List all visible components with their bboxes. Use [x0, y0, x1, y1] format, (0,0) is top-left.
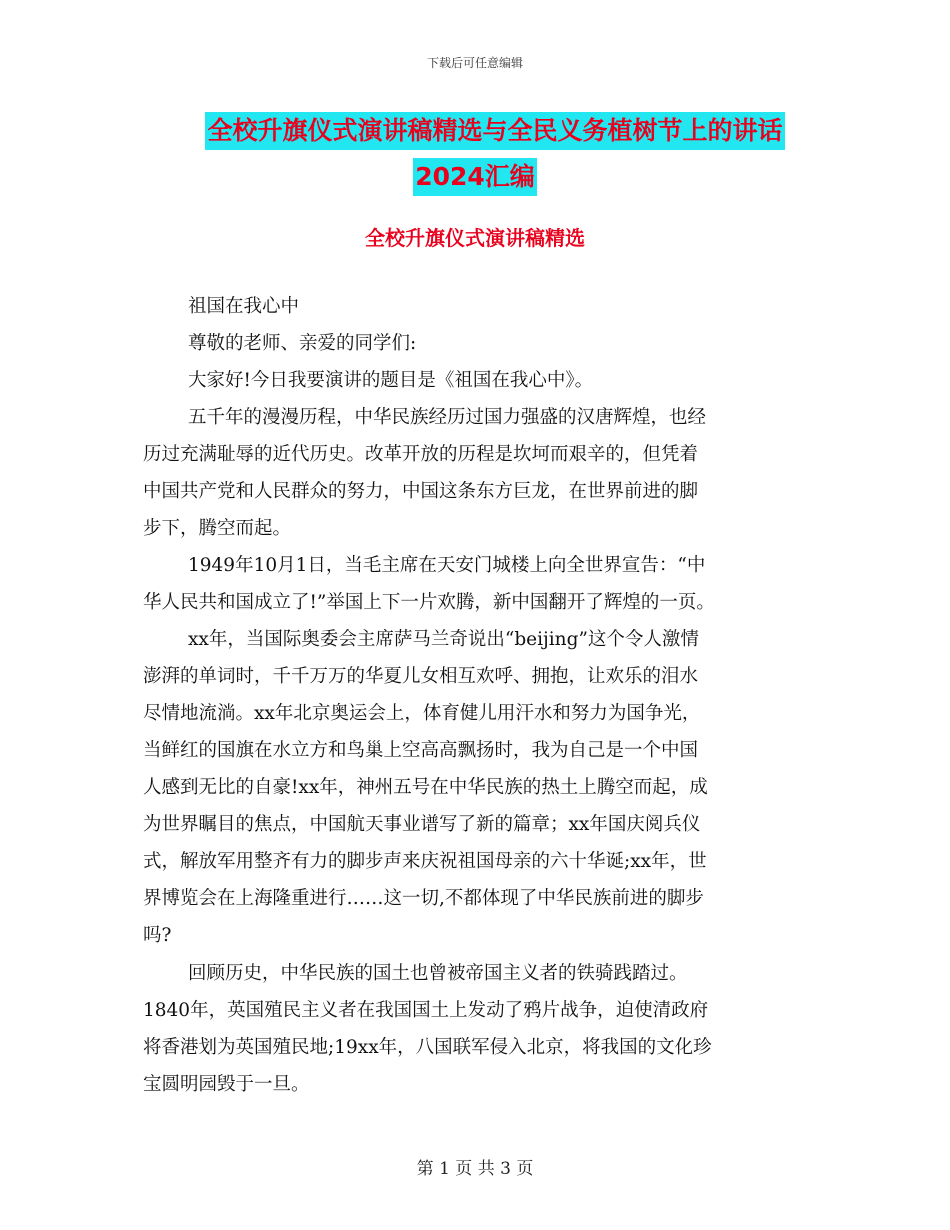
- text-line: 1949年10月1日，当毛主席在天安门城楼上向全世界宣告：“中: [188, 555, 706, 576]
- title-line-2: 2024汇编: [413, 158, 537, 196]
- text-line: 式，解放军用整齐有力的脚步声来庆祝祖国母亲的六十华诞;xx年，世: [143, 851, 707, 872]
- text-line: 华人民共和国成立了!”举国上下一片欢腾，新中国翻开了辉煌的一页。: [143, 592, 715, 613]
- text-line: 回顾历史，中华民族的国土也曾被帝国主义者的铁骑践踏过。: [188, 963, 688, 984]
- text-line: 尊敬的老师、亲爱的同学们:: [188, 333, 417, 354]
- text-line: 澎湃的单词时，千千万万的华夏儿女相互欢呼、拥抱，让欢乐的泪水: [143, 666, 699, 687]
- text-line: 大家好!今日我要演讲的题目是《祖国在我心中》。: [188, 370, 594, 391]
- page-footer: 第 1 页 共 3 页: [416, 1159, 534, 1179]
- text-line: 步下，腾空而起。: [143, 518, 292, 539]
- page-header: 下载后可任意编辑: [426, 56, 523, 70]
- text-line: 将香港划为英国殖民地;19xx年，八国联军侵入北京，将我国的文化珍: [143, 1037, 712, 1058]
- text-line: xx年，当国际奥委会主席萨马兰奇说出“beijing”这个令人激情: [188, 629, 699, 650]
- section-title: 全校升旗仪式演讲稿精选: [365, 226, 585, 250]
- text-line: 祖国在我心中: [188, 296, 300, 317]
- text-line: 五千年的漫漫历程，中华民族经历过国力强盛的汉唐辉煌，也经: [188, 407, 707, 428]
- text-line: 1840年，英国殖民主义者在我国国土上发动了鸦片战争，迫使清政府: [143, 1000, 709, 1021]
- text-line: 界博览会在上海隆重进行……这一切,不都体现了中华民族前进的脚步: [143, 888, 704, 909]
- text-line: 人感到无比的自豪!xx年，神州五号在中华民族的热土上腾空而起，成: [143, 777, 708, 798]
- title-line-1: 全校升旗仪式演讲稿精选与全民义务植树节上的讲话: [205, 112, 784, 150]
- text-line: 中国共产党和人民群众的努力，中国这条东方巨龙，在世界前进的脚: [143, 481, 699, 502]
- text-line: 为世界瞩目的焦点，中国航天事业谱写了新的篇章；xx年国庆阅兵仪: [143, 814, 701, 835]
- text-line: 宝圆明园毁于一旦。: [143, 1074, 310, 1095]
- text-line: 历过充满耻辱的近代历史。改革开放的历程是坎坷而艰辛的，但凭着: [143, 444, 699, 465]
- text-line: 吗?: [143, 925, 172, 946]
- text-line: 当鲜红的国旗在水立方和鸟巢上空高高飘扬时，我为自己是一个中国: [143, 740, 699, 761]
- text-line: 尽情地流淌。xx年北京奥运会上，体育健儿用汗水和努力为国争光，: [143, 703, 701, 724]
- document-title: [0, 112, 950, 196]
